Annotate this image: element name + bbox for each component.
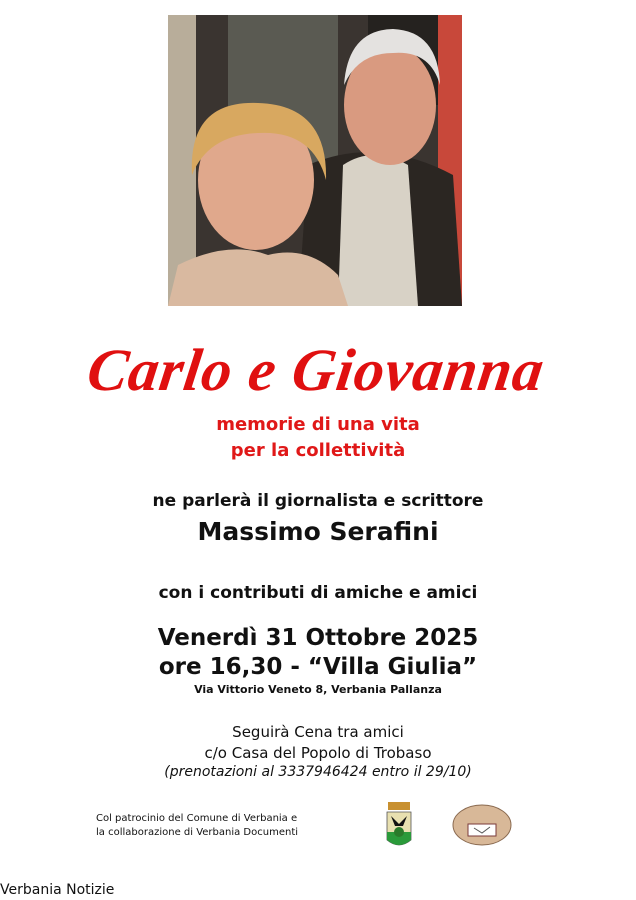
event-time-place: ore 16,30 - “Villa Giulia” bbox=[158, 654, 478, 680]
event-address: Via Vittorio Veneto 8, Verbania Pallanza bbox=[194, 683, 442, 696]
poster-title: Carlo e Giovanna bbox=[83, 337, 549, 403]
speaker-intro: ne parlerà il giornalista e scrittore bbox=[152, 491, 484, 511]
portrait-photo bbox=[168, 15, 462, 306]
speaker-name: Massimo Serafini bbox=[197, 517, 439, 546]
verbania-documenti-logo bbox=[452, 804, 512, 850]
verbania-coat-of-arms-icon bbox=[385, 802, 413, 854]
event-date: Venerdì 31 Ottobre 2025 bbox=[157, 625, 479, 651]
footer-source: Verbania Notizie bbox=[0, 882, 115, 898]
dinner-line2: c/o Casa del Popolo di Trobaso bbox=[204, 744, 432, 762]
patronage-text bbox=[96, 812, 298, 840]
subtitle-line1: memorie di una vita bbox=[216, 414, 420, 435]
booking-info: (prenotazioni al 3337946424 entro il 29/10) bbox=[164, 764, 472, 780]
patronage-line2: la collaborazione di Verbania Documenti bbox=[96, 827, 299, 838]
subtitle-line2: per la collettività bbox=[230, 440, 406, 461]
dinner-line1: Seguirà Cena tra amici bbox=[232, 723, 404, 741]
contributions: con i contributi di amiche e amici bbox=[158, 583, 478, 603]
patronage-line1: Col patrocinio del Comune di Verbania e bbox=[96, 813, 298, 824]
